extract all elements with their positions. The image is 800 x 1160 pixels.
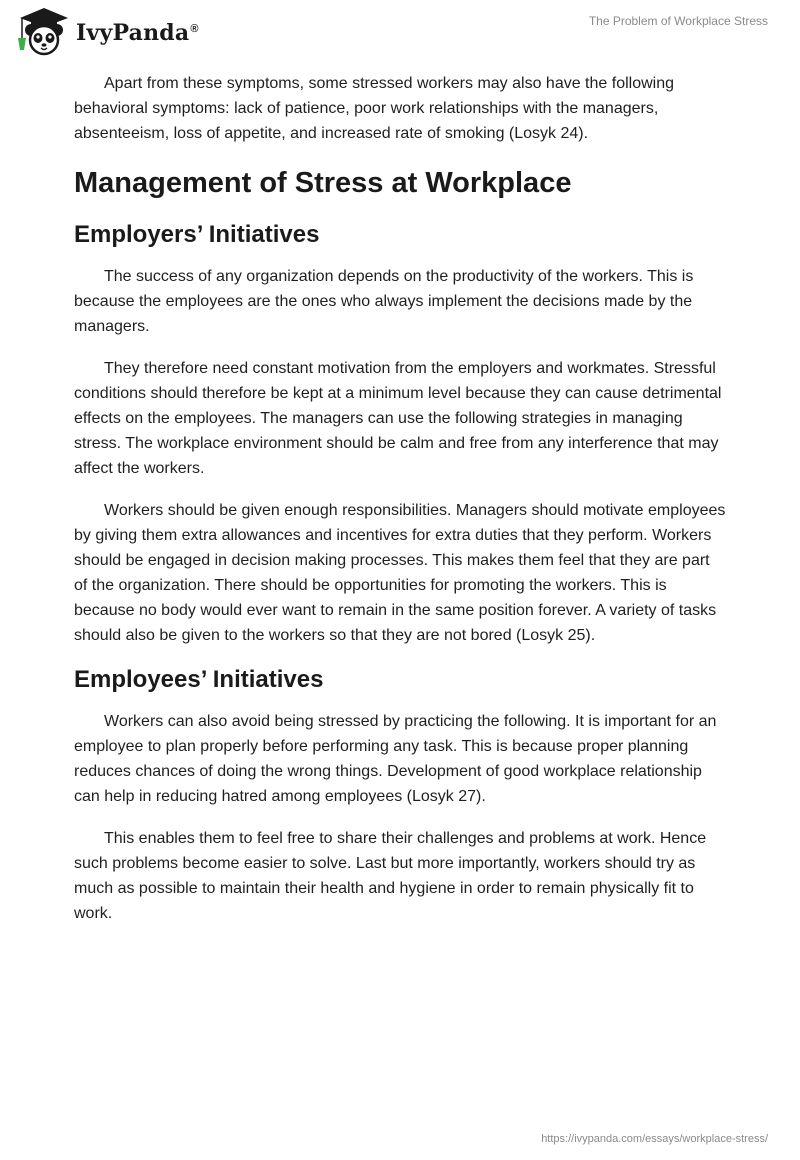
body-paragraph: Workers should be given enough responsibilities. Managers should motivate employees by giving them extra allowances and incentives for extra duties that they perform. Workers should be engaged in decision making processes. This makes them feel that they are part of the organization. There should be opportunities for promoting the workers. This is because no body would ever want to remain in the same position forever. A variety of tasks should also be given to the workers so that they are not bored (Losyk 25).	[74, 502, 726, 644]
page-header	[0, 0, 800, 60]
body-paragraph: They therefore need constant motivation from the employers and workmates. Stressful conditions should therefore be kept at a minimum level because they can cause detrimental effects on the employees. The managers can use the following strategies in managing stress. The workplace environment should be calm and free from any interference that may affect the workers.	[74, 360, 722, 477]
panda-logo-icon	[14, 6, 72, 56]
body-paragraph: Apart from these symptoms, some stressed workers may also have the following behavioral symptoms: lack of patience, poor work relationships with the managers, absenteeism, loss of appetite, and increased rate of smoking (Losyk 24).	[74, 75, 674, 142]
body-paragraph: This enables them to feel free to share their challenges and problems at work. Hence such problems become easier to solve. Last but more importantly, workers should try as much as possible to maintain their health and hygiene in order to remain physically fit to work.	[74, 830, 707, 922]
document-title: The Problem of Workplace Stress	[588, 14, 768, 28]
logo-text: IvyPanda®	[76, 20, 199, 46]
subsection-heading: Employers’ Initiatives	[74, 221, 320, 248]
body-paragraph: The success of any organization depends on the productivity of the workers. This is because the employees are the ones who always implement the decisions made by the managers.	[74, 268, 694, 335]
body-paragraph: Workers can also avoid being stressed by practicing the following. It is important for an employee to plan properly before performing any task. This is because proper planning reduces chances of doing the wrong things. Development of good workplace relationship can help in reducing hatred among employees (Losyk 27).	[74, 713, 717, 805]
source-url[interactable]: https://ivypanda.com/essays/workplace-stress/	[541, 1133, 768, 1145]
essay-content	[74, 71, 726, 943]
section-heading: Management of Stress at Workplace	[74, 167, 572, 199]
ivypanda-logo[interactable]	[14, 6, 199, 56]
subsection-heading: Employees’ Initiatives	[74, 666, 324, 693]
